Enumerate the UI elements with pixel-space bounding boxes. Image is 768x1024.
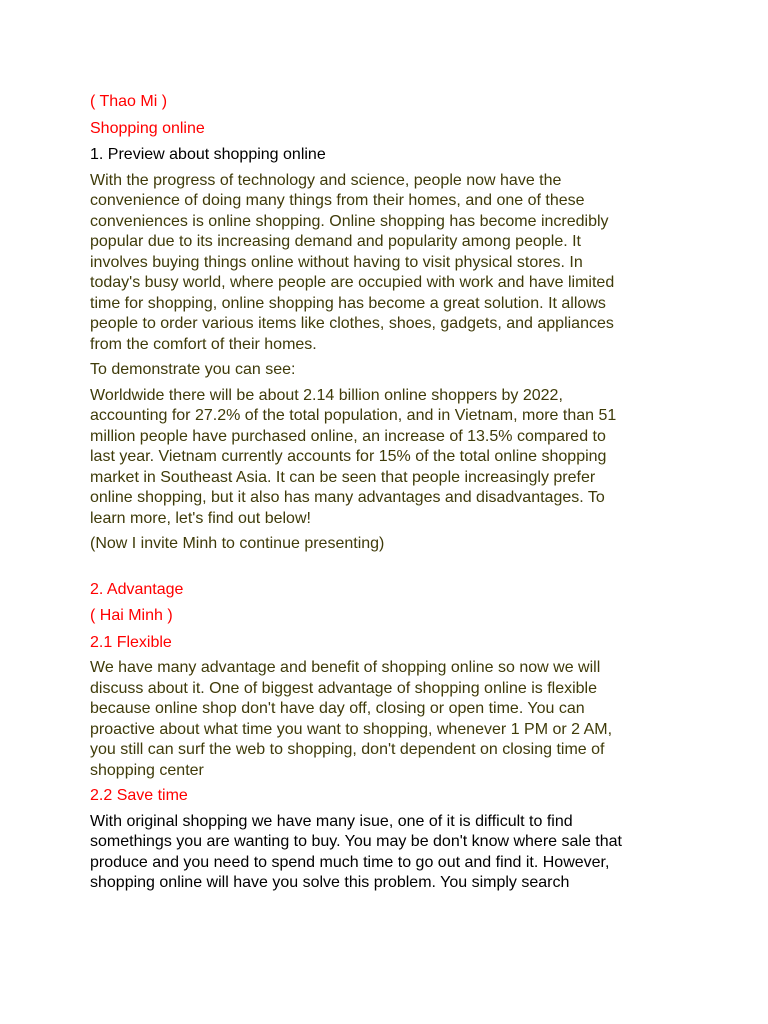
presenter-handoff: (Now I invite Minh to continue presenting) xyxy=(90,535,385,552)
paragraph-line: somethings you are wanting to buy. You may be don't know where sale that xyxy=(90,833,622,850)
paragraph-line: With the progress of technology and science, people now have the xyxy=(90,171,562,189)
paragraph-line: proactive about what time you want to shopping, whenever 1 PM or 2 AM, xyxy=(90,720,613,738)
paragraph-line: online shopping, but it also has many advantages and disadvantages. To xyxy=(90,489,605,506)
paragraph-line: conveniences is online shopping. Online shopping has become incredibly xyxy=(90,212,609,230)
paragraph-line: time for shopping, online shopping has become a great solution. It allows xyxy=(90,294,606,312)
paragraph-line: With original shopping we have many isue, one of it is difficult to find xyxy=(90,812,573,830)
paragraph-line: last year. Vietnam currently accounts for 15% of the total online shopping xyxy=(90,448,607,465)
demo-intro: To demonstrate you can see: xyxy=(90,361,296,378)
paragraph-line: popular due to its increasing demand and popularity among people. It xyxy=(90,233,581,250)
paragraph-line: involves buying things online without having to visit physical stores. In xyxy=(90,253,583,271)
document-title: Shopping online xyxy=(90,119,205,137)
paragraph-line: discuss about it. One of biggest advantage of shopping online is flexible xyxy=(90,679,597,697)
paragraph-line: market in Southeast Asia. It can be seen that people increasingly prefer xyxy=(90,468,596,486)
paragraph-line: shopping online will have you solve this problem. You simply search xyxy=(90,874,570,891)
paragraph-line: today's busy world, where people are occupied with work and have limited xyxy=(90,274,615,291)
section-1-heading: 1. Preview about shopping online xyxy=(90,146,326,163)
paragraph-line: produce and you need to spend much time to go out and find it. However, xyxy=(90,853,610,871)
section-1-paragraph xyxy=(90,171,690,356)
paragraph-line: learn more, let's find out below! xyxy=(90,509,311,527)
paragraph-line: Worldwide there will be about 2.14 billion online shoppers by 2022, xyxy=(90,386,563,404)
presenter-thao-mi: ( Thao Mi ) xyxy=(90,93,168,110)
paragraph-line: We have many advantage and benefit of shopping online so now we will xyxy=(90,659,601,676)
paragraph-line: convenience of doing many things from their homes, and one of these xyxy=(90,192,585,209)
paragraph-line: accounting for 27.2% of the total population, and in Vietnam, more than 51 xyxy=(90,407,617,424)
paragraph-line: you still can surf the web to shopping, don't dependent on closing time of xyxy=(90,741,605,758)
subsection-flexible-heading: 2.1 Flexible xyxy=(90,633,172,651)
paragraph-line: from the comfort of their homes. xyxy=(90,335,317,353)
document-page xyxy=(90,92,690,894)
statistics-paragraph xyxy=(90,386,690,530)
flexible-paragraph xyxy=(90,658,690,781)
paragraph-line: shopping center xyxy=(90,761,204,779)
paragraph-line: people to order various items like clothes, shoes, gadgets, and appliances xyxy=(90,315,614,332)
paragraph-line: million people have purchased online, an increase of 13.5% compared to xyxy=(90,427,606,445)
subsection-save-time-heading: 2.2 Save time xyxy=(90,787,188,804)
paragraph-line: because online shop don't have day off, closing or open time. You can xyxy=(90,700,585,717)
save-time-paragraph xyxy=(90,812,690,894)
section-2-heading: 2. Advantage xyxy=(90,580,184,598)
presenter-hai-minh: ( Hai Minh ) xyxy=(90,607,173,624)
